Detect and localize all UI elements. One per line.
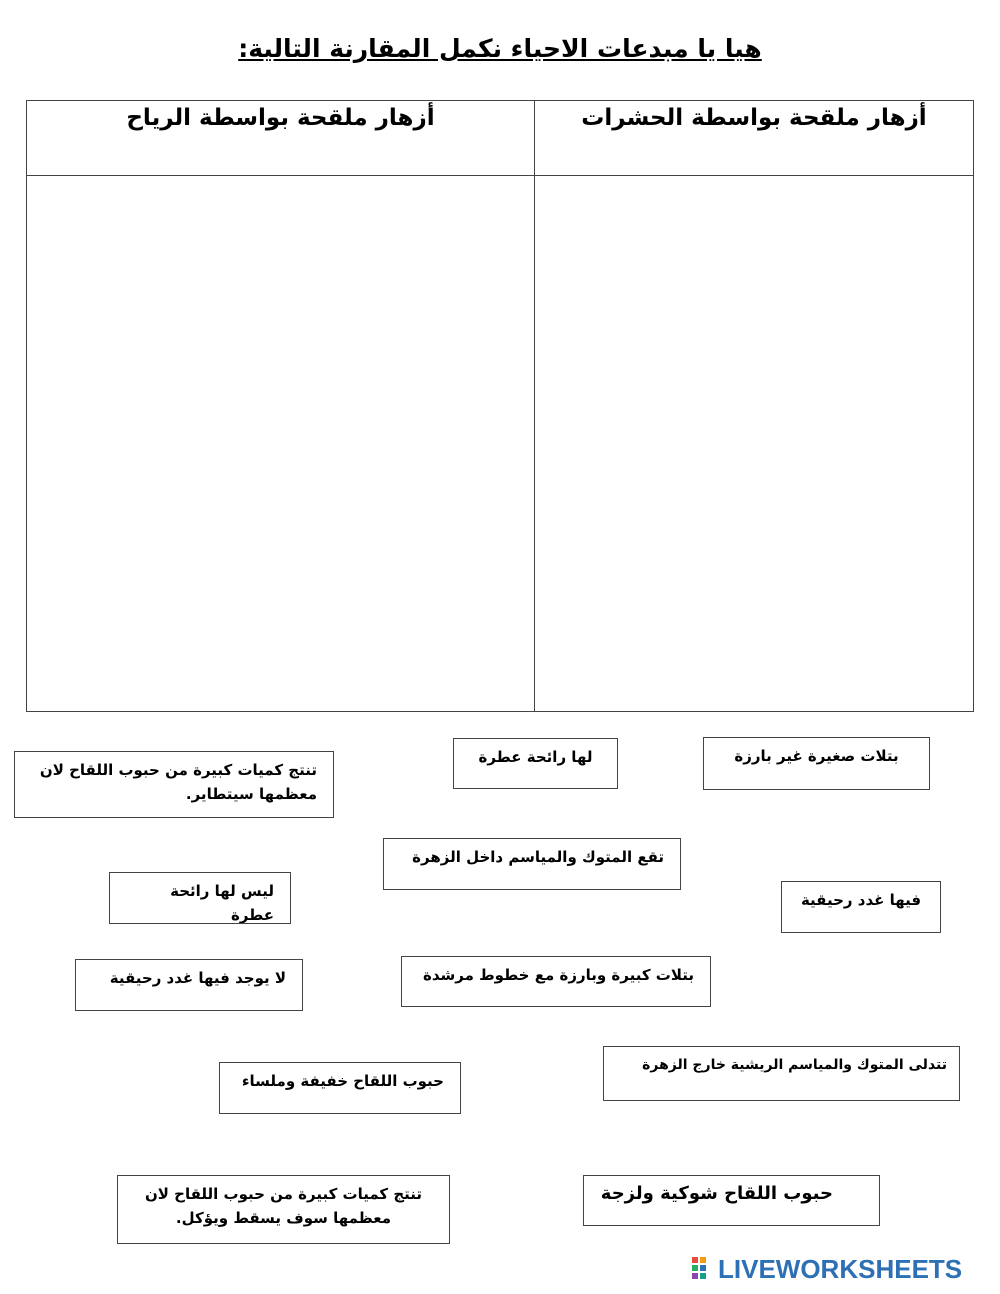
comparison-table bbox=[26, 100, 974, 712]
liveworksheets-logo bbox=[692, 1253, 992, 1285]
card-spiky-pollen[interactable]: حبوب اللقاح شوكية ولزجة bbox=[583, 1175, 880, 1226]
card-anthers-inside[interactable]: تقع المتوك والمياسم داخل الزهرة bbox=[383, 838, 681, 890]
card-large-pollen-scattered[interactable]: تنتج كميات كبيرة من حبوب اللقاح لان معظمها سيتطاير. bbox=[14, 751, 334, 818]
card-anthers-outside[interactable]: تتدلى المتوك والمياسم الريشية خارج الزهرة bbox=[603, 1046, 960, 1101]
liveworksheets-wordmark: LIVEWORKSHEETS bbox=[718, 1254, 963, 1284]
card-no-nectar[interactable]: لا يوجد فيها غدد رحيقية bbox=[75, 959, 303, 1011]
drop-zone-insect-pollinated[interactable] bbox=[535, 176, 973, 711]
liveworksheets-icon bbox=[692, 1257, 714, 1279]
header-wind-pollinated: أزهار ملقحة بواسطة الرياح bbox=[126, 105, 435, 131]
card-no-fragrance[interactable]: ليس لها رائحة عطرة bbox=[109, 872, 291, 924]
card-small-petals[interactable]: بتلات صغيرة غير بارزة bbox=[703, 737, 930, 790]
header-insect-pollinated: أزهار ملقحة بواسطة الحشرات bbox=[581, 105, 927, 131]
card-has-fragrance[interactable]: لها رائحة عطرة bbox=[453, 738, 618, 789]
card-large-pollen-eaten[interactable]: تنتج كميات كبيرة من حبوب اللقاح لان معظمها سوف يسقط ويؤكل. bbox=[117, 1175, 450, 1244]
card-large-petals[interactable]: بتلات كبيرة وبارزة مع خطوط مرشدة bbox=[401, 956, 711, 1007]
drop-zone-wind-pollinated[interactable] bbox=[27, 176, 534, 711]
card-nectar-glands[interactable]: فيها غدد رحيقية bbox=[781, 881, 941, 933]
page-title: هيا يا مبدعات الاحياء نكمل المقارنة التالية: bbox=[238, 34, 762, 63]
card-light-pollen[interactable]: حبوب اللقاح خفيفة وملساء bbox=[219, 1062, 461, 1114]
